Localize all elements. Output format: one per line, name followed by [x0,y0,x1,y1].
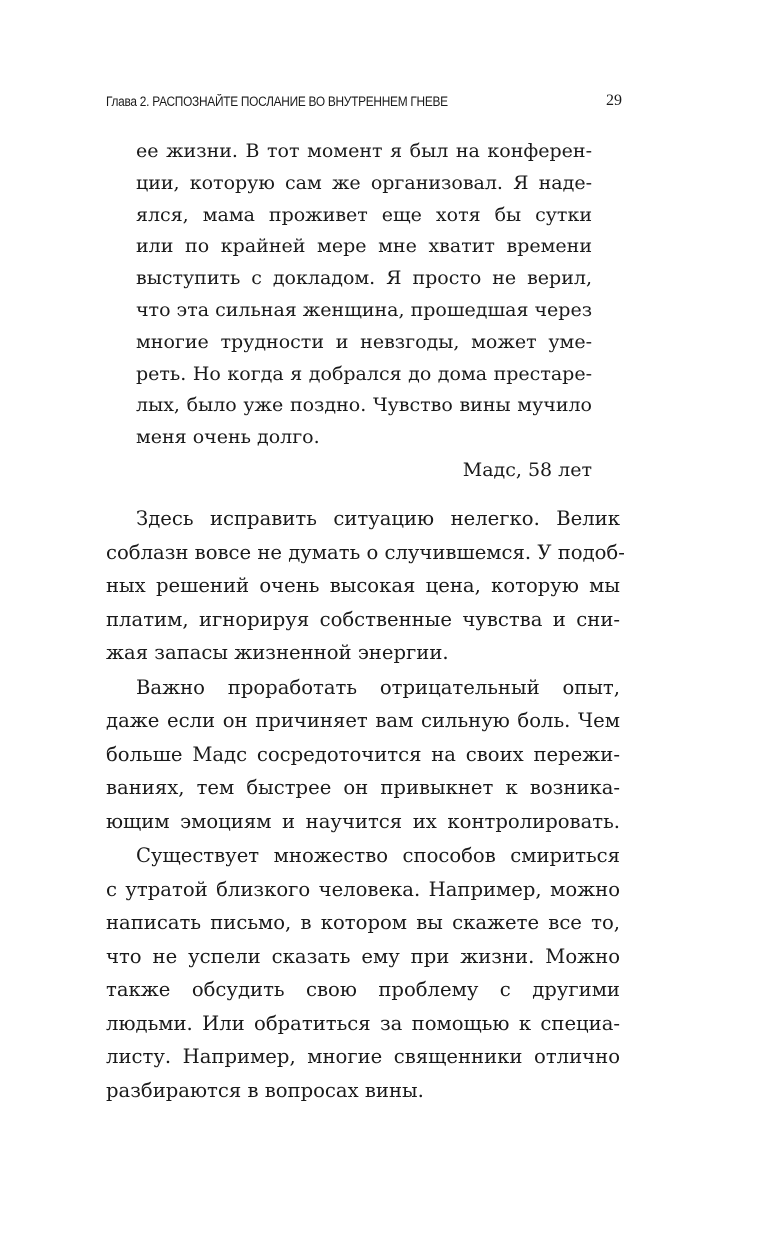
paragraph [106,839,620,1107]
paragraph-line: также обсудить свою проблему с другими [106,978,620,1002]
paragraph-line: соблазн вовсе не думать о случившемся. У подоб- [106,540,625,564]
paragraph-line: людьми. Или обратиться за помощью к специа- [106,1011,620,1035]
paragraph-line: больше Мадс сосредоточится на своих пережи- [106,742,620,766]
paragraph-line: Существует множество способов смириться [136,844,620,868]
running-head-chapter-title: Глава 2. РАСПОЗНАЙТЕ ПОСЛАНИЕ ВО ВНУТРЕННЕМ ГНЕВЕ [106,94,448,109]
paragraph-line: даже если он причиняет вам сильную боль. Чем [106,709,620,733]
quote-block [136,136,592,487]
paragraph-line: написать письмо, в котором вы скажете все то, [106,911,620,935]
quote-line: реть. Но когда я добрался до дома престаре- [136,362,592,385]
paragraph-line: с утратой близкого человека. Например, можно [106,877,620,901]
quote-line: выступить с докладом. Я просто не верил, [136,267,592,290]
paragraph [106,671,620,839]
page-number: 29 [606,92,622,109]
paragraph-line: ваниях, тем быстрее он привыкнет к возника- [106,776,620,800]
quote-line: ции, которую сам же организовал. Я наде- [136,171,592,194]
paragraph-line: разбираются в вопросах вины. [106,1078,424,1102]
quote-line: ее жизни. В тот момент я был на конферен- [136,140,592,162]
paragraph-line: жая запасы жизненной энергии. [106,641,449,664]
paragraph-line: Важно проработать отрицательный опыт, [136,675,620,699]
paragraph-line: ющим эмоциям и научится их контролировать. [106,809,620,833]
quote-line: многие трудности и невзгоды, может уме- [136,330,592,353]
paragraph-line: листу. Например, многие священники отлично [106,1045,620,1069]
quote-line: лых, было уже поздно. Чувство вины мучило [136,394,592,417]
paragraph-line: ных решений очень высокая цена, которую мы [106,574,620,597]
quote-line: ялся, мама проживет еще хотя бы сутки [136,203,592,226]
paragraph [106,502,625,670]
main-text [106,502,625,1109]
quote-line: что эта сильная женщина, прошедшая через [136,298,593,321]
paragraph-line: платим, игнорируя собственные чувства и сни- [106,607,620,631]
paragraph-line: что не успели сказать ему при жизни. Можно [106,944,620,968]
quote-attribution: Мадс, 58 лет [462,458,592,481]
quote-line: или по крайней мере мне хватит времени [136,235,592,258]
paragraph-line: Здесь исправить ситуацию нелегко. Велик [136,507,620,530]
quote-line: меня очень долго. [136,426,320,449]
